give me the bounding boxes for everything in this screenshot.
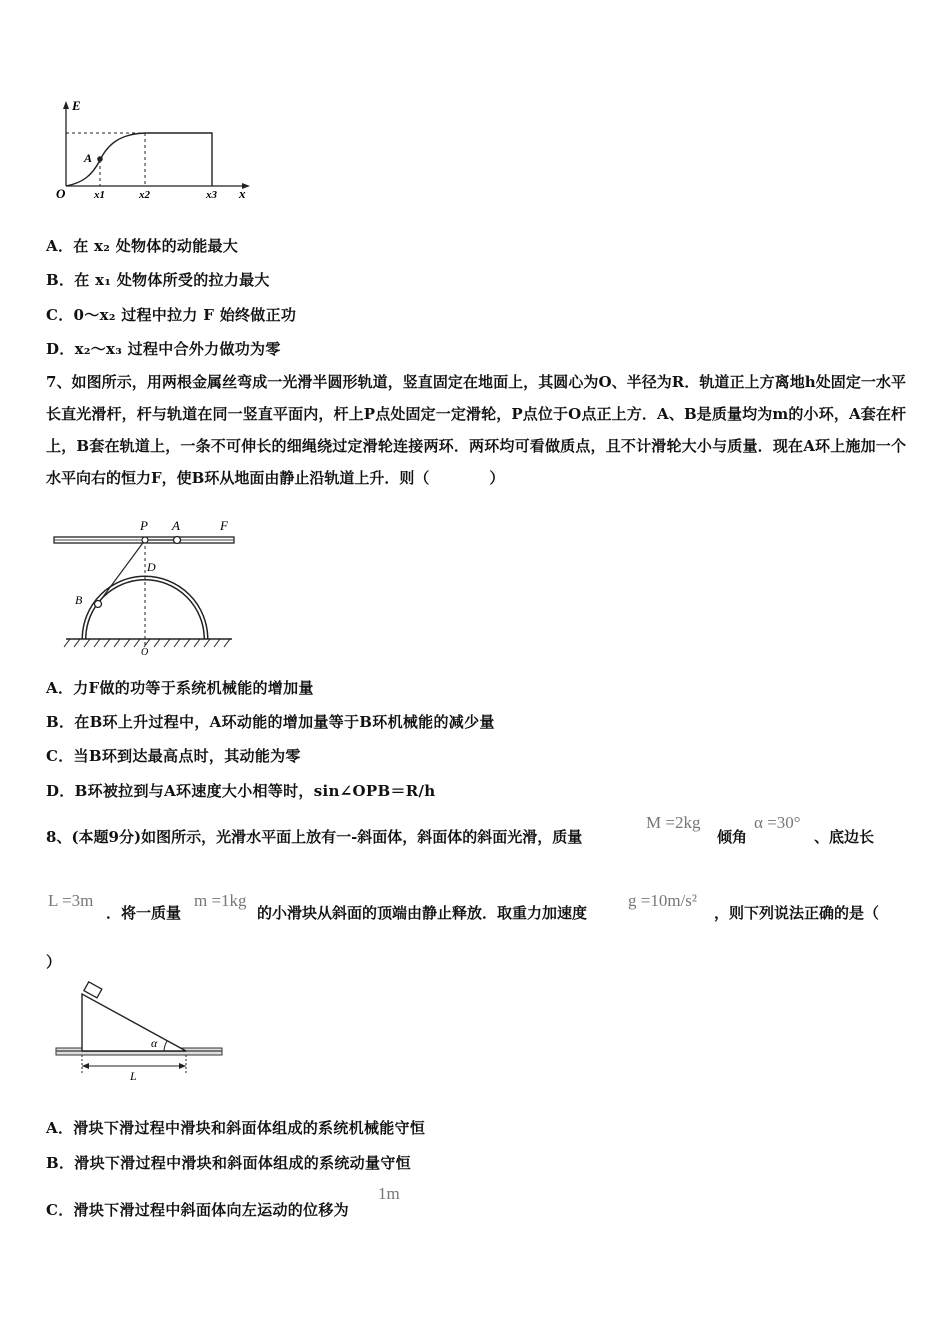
q8-number: 8、	[46, 828, 72, 846]
q6-option-b: B．在 x₁ 处物体所受的拉力最大	[46, 271, 270, 289]
point-a-label: A	[84, 151, 93, 165]
q8-stem-part1: (本题9分)如图所示，光滑水平面上放有一-斜面体，斜面体的斜面光滑，质量	[71, 828, 583, 846]
slider-block	[84, 982, 102, 998]
semicircle-track-figure	[52, 516, 242, 656]
q8-option-a: A．滑块下滑过程中滑块和斜面体组成的系统机械能守恒	[46, 1119, 426, 1137]
origin-label: O	[56, 186, 66, 201]
axis-label-e: E	[72, 98, 81, 113]
q8-option-c-value: 1m	[378, 1184, 400, 1203]
q8-stem-part3: 的小滑块从斜面的顶端由静止释放．取重力加速度	[257, 904, 588, 922]
label-l: L	[130, 1069, 137, 1083]
q8-stem-part2: ．将一质量	[106, 904, 182, 922]
label-o: O	[141, 647, 149, 656]
label-f: F	[220, 518, 228, 533]
q6-option-d: D．x₂～x₃ 过程中合外力做功为零	[46, 340, 281, 358]
label-a: A	[172, 518, 180, 533]
q7-option-d: D．B环被拉到与A环速度大小相等时，sin∠OPB＝R/h	[46, 782, 436, 800]
q6-option-a: A．在 x₂ 处物体的动能最大	[46, 237, 239, 255]
q8-option-b: B．滑块下滑过程中滑块和斜面体组成的系统动量守恒	[46, 1154, 411, 1172]
q7-option-c: C．当B环到达最高点时，其动能为零	[46, 747, 301, 765]
q7-option-b: B．在B环上升过程中，A环动能的增加量等于B环机械能的减少量	[46, 713, 495, 731]
label-alpha: α	[151, 1036, 158, 1050]
q8-mass-small-m: m =1kg	[194, 891, 247, 910]
inclined-plane-figure	[52, 980, 232, 1090]
q8-length: L =3m	[48, 891, 94, 910]
q8-gravity: g =10m/s²	[628, 891, 697, 910]
q8-angle-value: α =30°	[754, 813, 801, 832]
q8-base-label: 、底边长	[814, 828, 875, 846]
energy-position-graph	[52, 98, 257, 203]
label-b: B	[75, 593, 83, 607]
q8-stem-close: ）	[46, 953, 62, 971]
q7-stem: 7、如图所示，用两根金属丝弯成一光滑半圆形轨道，竖直固定在地面上，其圆心为O、半径为R．轨道正上方离地h处固定一水平长直光滑杆，杆与轨道在同一竖直平面内，杆上P点处固定一定滑轮，P点位于O点正上方．A、B是质量均为m的小环，A套在杆上，B套在轨道上，一条不可伸长的细绳绕过定滑轮连接两环．两环均可看做质点，且不计滑轮大小与质量．现在A环上施加一个水平向右的恒力F，使B环从地面由静止沿轨道上升．则（ ）	[46, 373, 906, 487]
axis-label-x: x	[239, 186, 246, 201]
q6-option-c: C．0～x₂ 过程中拉力 F 始终做正功	[46, 306, 297, 324]
tick-x1: x1	[94, 189, 105, 201]
label-p: P	[140, 518, 148, 533]
label-d: D	[147, 560, 156, 574]
q8-stem-part4: ，则下列说法正确的是（	[714, 904, 880, 922]
q8-option-c: C．滑块下滑过程中斜面体向左运动的位移为	[46, 1201, 349, 1219]
tick-x2: x2	[139, 189, 150, 201]
q8-angle-label: 倾角	[717, 828, 748, 846]
ring-b	[95, 601, 102, 608]
q7-option-a: A．力F做的功等于系统机械能的增加量	[46, 679, 314, 697]
point-a	[97, 156, 103, 162]
q8-mass-big-m: M =2kg	[646, 813, 701, 832]
pulley-p	[142, 537, 148, 543]
ring-a	[174, 537, 181, 544]
tick-x3: x3	[206, 189, 217, 201]
